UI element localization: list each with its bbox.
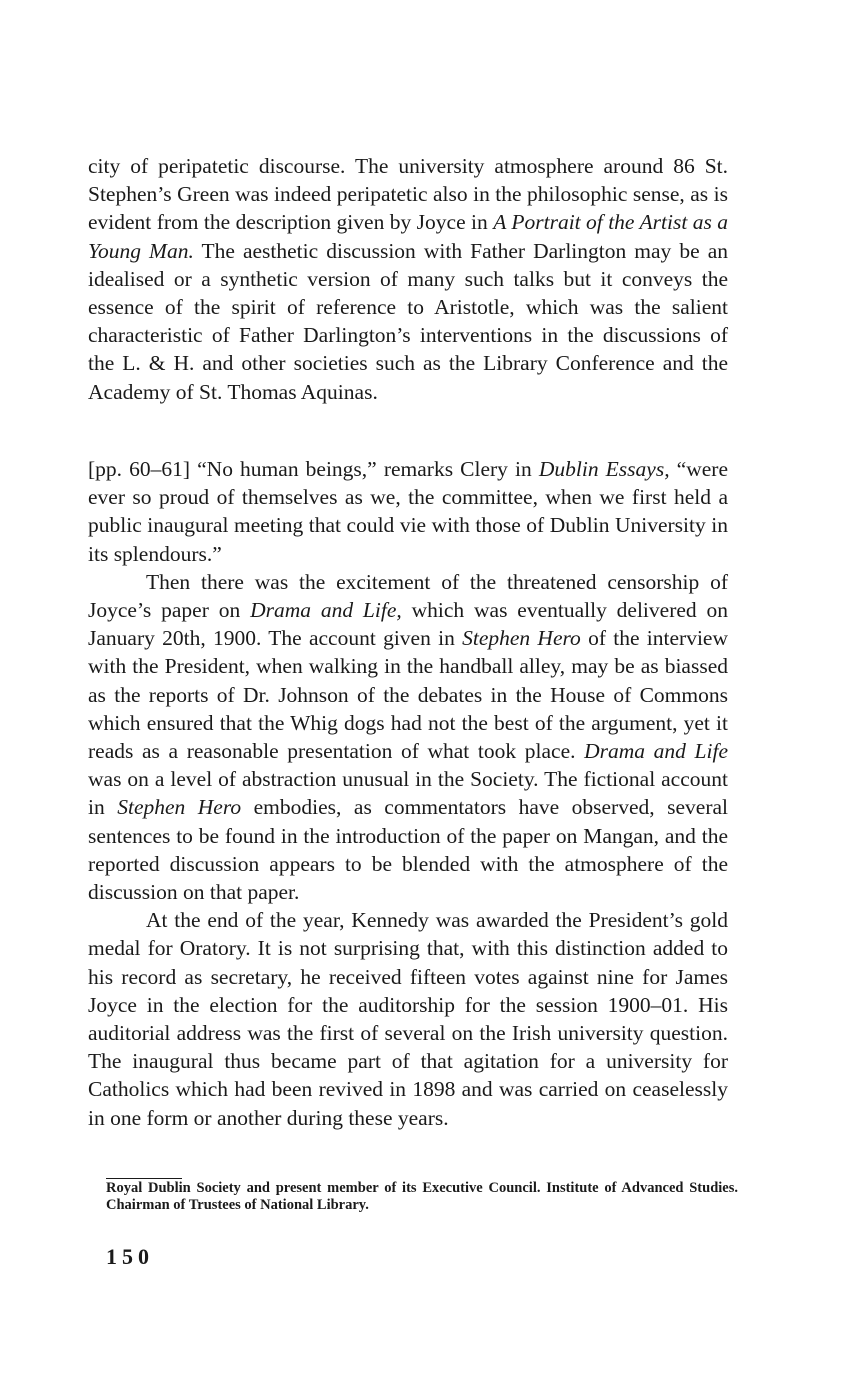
paragraph-kennedy-auditorship <box>88 906 728 1132</box>
page-number: 150 <box>106 1244 154 1269</box>
body-text-main <box>88 455 728 1132</box>
italic-title-stephen-hero: Stephen Hero <box>117 795 242 820</box>
italic-title-stephen-hero: Stephen Hero <box>462 626 581 651</box>
paragraph-peripatetic <box>88 152 728 406</box>
text-run: which was eventually delivered on January 20th, 1900. The account given in <box>88 598 728 651</box>
text-run: of the interview with the President, when walking in the handball alley, may be as biassed as the reports of Dr. Johnson of the debates in the House of Commons which ensured that the Whig dogs had not the best of the argument, yet it reads as a reasonable presentation of what took place. <box>88 626 728 764</box>
footnote: Royal Dublin Society and present member of its Executive Council. Institute of Advanced Studies. Chairman of Trustees of National Library. <box>106 1180 738 1213</box>
body-text-top <box>88 152 728 406</box>
italic-title-drama-and-life: Drama and Life, <box>250 598 402 623</box>
text-run: was on a level of abstraction unusual in the Society. The fictional account in <box>88 767 728 820</box>
italic-title-dublin-essays: Dublin Essays, <box>538 457 670 481</box>
text-run: embodies, as commentators have observed, several sentences to be found in the introduction of the paper on Mangan, and the reported discussion appears to be blended with the atmosphere of the discussion on that paper. <box>88 795 728 905</box>
text-run: “were ever so proud of themselves as we, the committee, when we first held a public inaugural meeting that could vie with those of Dublin University in its splendours.” <box>88 457 728 566</box>
footnote-rule <box>106 1178 182 1179</box>
text-run: The aesthetic discussion with Father Darlington may be an idealised or a synthetic version of many such talks but it conveys the essence of the spirit of reference to Aristotle, which was the salient characteristic of Father Darlington’s interventions in the discussions of the L. & H. and other societies such as the Library Conference and the Academy of St. Thomas Aquinas. <box>88 238 728 404</box>
paragraph-dublin-essays <box>88 455 728 568</box>
text-run: [pp. 60–61] “No human beings,” remarks Clery in <box>88 457 539 481</box>
italic-title-portrait: A Portrait of the Artist as a Young Man. <box>88 210 728 263</box>
italic-title-drama-and-life: Drama and Life <box>584 739 728 764</box>
text-run: Then there was the excitement of the threatened censorship of Joyce’s paper on <box>88 569 728 623</box>
text-run: city of peripatetic discourse. The university atmosphere around 86 St. Stephen’s Green was indeed peripatetic also in the philosophic sense, as is evident from the description given by Joyce in <box>88 154 728 235</box>
text-run: At the end of the year, Kennedy was awarded the President’s gold medal for Oratory. It is not surprising that, with this distinction added to his record as secretary, he received fifteen votes against nine for James Joyce in the election for the auditorship for the session 1900–01. His auditorial address was the first of several on the Irish university question. The inaugural thus became part of that agitation for a university for Catholics which had been revived in 1898 and was carried on ceaselessly in one form or another during these years. <box>88 908 728 1130</box>
paragraph-drama-and-life <box>88 568 728 906</box>
